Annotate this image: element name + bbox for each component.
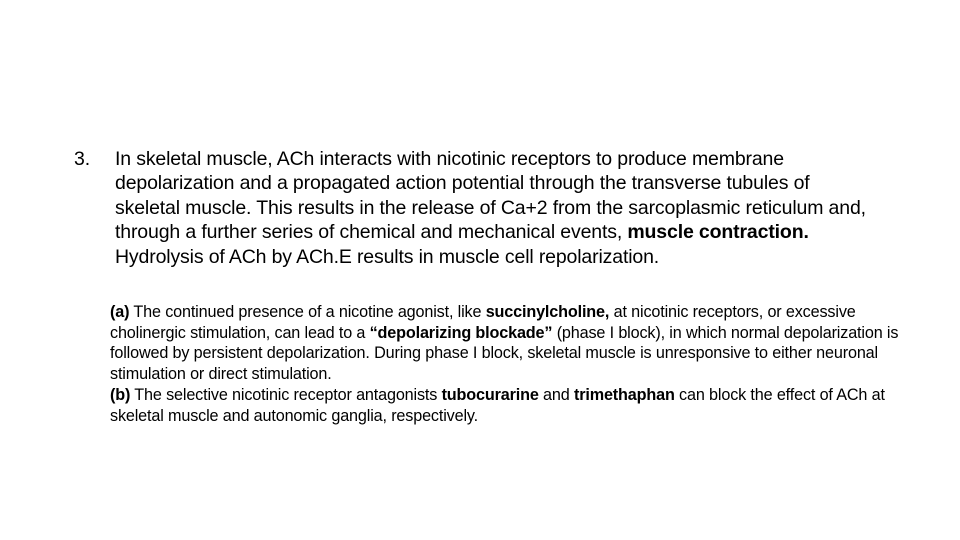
sub-a-bold-depolarizing-blockade: “depolarizing blockade” <box>369 323 553 342</box>
main-point-3 <box>74 147 874 269</box>
sub-a-text-2: at nicotinic receptors, or excessive cholinergic stimulation, can lead to a <box>110 303 856 342</box>
sub-b-bold-trimethaphan: trimethaphan <box>573 385 675 404</box>
sub-a-text-3: (phase I block), in which normal depolarization is followed by persistent depolarization. During phase I block, skeletal muscle is unresponsive to either neuronal stimulation or direct stimulation. <box>110 323 899 384</box>
sub-a-bold-succinylcholine: succinylcholine, <box>485 303 610 321</box>
point-bold-muscle-contraction: muscle contraction. <box>627 221 809 244</box>
point-text-1: In skeletal muscle, ACh interacts with nicotinic receptors to produce membrane depolarization and a propagated action potential through the transverse tubules of skeletal muscle. This results in the release of Ca+2 from the sarcoplasmic reticulum and, through a further series of chemical and mechanical events, <box>115 148 866 244</box>
sub-b-label: (b) <box>110 385 131 404</box>
sub-b-text-1: The selective nicotinic receptor antagonists <box>130 385 442 404</box>
point-number: 3. <box>74 148 90 170</box>
sub-point-b <box>110 385 900 426</box>
sub-a-text-1: The continued presence of a nicotine agonist, like <box>129 303 486 321</box>
point-text-2: Hydrolysis of ACh by ACh.E results in muscle cell repolarization. <box>115 245 660 268</box>
sub-points <box>110 302 900 426</box>
sub-b-bold-tubocurarine: tubocurarine <box>441 385 539 404</box>
sub-point-a <box>110 302 900 385</box>
point-body <box>115 147 874 269</box>
sub-a-label: (a) <box>110 303 130 321</box>
sub-b-text-2: and <box>538 385 574 404</box>
sub-b-text-3: can block the effect of ACh at skeletal muscle and autonomic ganglia, respectively. <box>110 385 885 425</box>
